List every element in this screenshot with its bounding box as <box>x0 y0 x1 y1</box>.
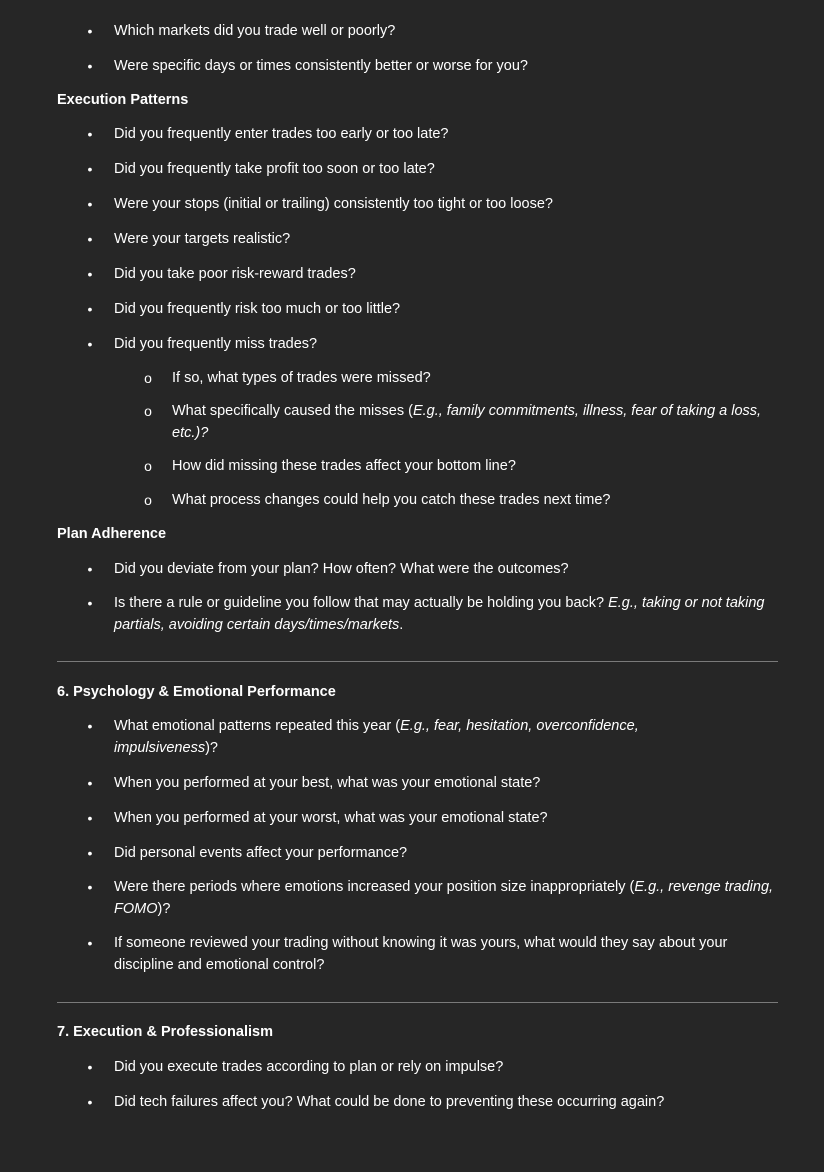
sub-list-item-text: How did missing these trades affect your bottom line? <box>172 458 516 474</box>
list-item-text <box>114 715 684 759</box>
list-item-text: Did you execute trades according to plan or rely on impulse? <box>114 1059 504 1075</box>
bullet-icon: • <box>87 595 93 611</box>
bullet-icon: • <box>87 231 93 247</box>
list-item-text: Did you frequently risk too much or too little? <box>114 301 401 317</box>
list-item-text <box>114 876 774 920</box>
example-text: E.g., family commitments, illness, fear of taking a loss, etc.)? <box>172 403 762 441</box>
sub-bullet-icon: o <box>144 492 152 508</box>
text-run: )? <box>205 740 218 756</box>
bullet-icon: • <box>87 810 93 826</box>
bullet-icon: • <box>87 336 93 352</box>
sub-list-item-text: What process changes could help you catch these trades next time? <box>172 492 611 508</box>
bullet-icon: • <box>87 266 93 282</box>
sub-bullet-icon: o <box>144 403 152 419</box>
sub-list-item-text <box>172 400 772 444</box>
bullet-icon: • <box>87 845 93 861</box>
bullet-icon: • <box>87 1094 93 1110</box>
list-item-text <box>114 592 774 636</box>
text-run: Were there periods where emotions increased your position size inappropriately ( <box>114 879 635 895</box>
list-item-text: If someone reviewed your trading without knowing it was yours, what would they say about your discipline and emotional control? <box>114 935 728 973</box>
bullet-icon: • <box>87 775 93 791</box>
section-heading-plan-adherence: Plan Adherence <box>57 526 167 542</box>
section-heading-psychology: 6. Psychology & Emotional Performance <box>57 684 336 700</box>
bullet-icon: • <box>87 58 93 74</box>
list-item-text: Did tech failures affect you? What could be done to preventing these occurring again? <box>114 1094 665 1110</box>
text-run: . <box>399 617 404 633</box>
bullet-icon: • <box>87 126 93 142</box>
bullet-icon: • <box>87 935 93 951</box>
bullet-icon: • <box>87 23 93 39</box>
example-text: E.g., taking or not taking partials, avoiding certain days/times/markets <box>114 595 765 633</box>
sub-list-item-text: If so, what types of trades were missed? <box>172 370 431 386</box>
text-run: What emotional patterns repeated this year ( <box>114 718 401 734</box>
section-divider <box>57 1002 778 1003</box>
list-item-text: When you performed at your best, what was your emotional state? <box>114 775 541 791</box>
list-item-text: Were specific days or times consistently better or worse for you? <box>114 58 528 74</box>
list-item-text: Were your targets realistic? <box>114 231 291 247</box>
list-item-text: Did you frequently miss trades? <box>114 336 318 352</box>
sub-bullet-icon: o <box>144 458 152 474</box>
example-text: E.g., revenge trading, FOMO <box>114 879 774 917</box>
list-item-text: Did you frequently enter trades too early or too late? <box>114 126 449 142</box>
bullet-icon: • <box>87 301 93 317</box>
bullet-icon: • <box>87 561 93 577</box>
list-item-text: Did you take poor risk-reward trades? <box>114 266 356 282</box>
bullet-icon: • <box>87 1059 93 1075</box>
section-heading-execution-professionalism: 7. Execution & Professionalism <box>57 1024 273 1040</box>
text-run: )? <box>157 901 171 917</box>
list-item-text: Which markets did you trade well or poorly? <box>114 23 396 39</box>
text-run: What specifically caused the misses ( <box>172 403 413 419</box>
list-item-text: Did you frequently take profit too soon or too late? <box>114 161 435 177</box>
text-run: Is there a rule or guideline you follow that may actually be holding you back? <box>114 595 609 611</box>
bullet-icon: • <box>87 879 93 895</box>
list-item-text: When you performed at your worst, what was your emotional state? <box>114 810 548 826</box>
bullet-icon: • <box>87 196 93 212</box>
section-divider <box>57 661 778 662</box>
list-item-text: Did you deviate from your plan? How often? What were the outcomes? <box>114 561 569 577</box>
bullet-icon: • <box>87 718 93 734</box>
section-heading-execution-patterns: Execution Patterns <box>57 92 189 108</box>
list-item-text: Were your stops (initial or trailing) consistently too tight or too loose? <box>114 196 553 212</box>
example-text: E.g., fear, hesitation, overconfidence, impulsiveness <box>114 718 639 756</box>
sub-bullet-icon: o <box>144 370 152 386</box>
bullet-icon: • <box>87 161 93 177</box>
list-item-text: Did personal events affect your performance? <box>114 845 408 861</box>
